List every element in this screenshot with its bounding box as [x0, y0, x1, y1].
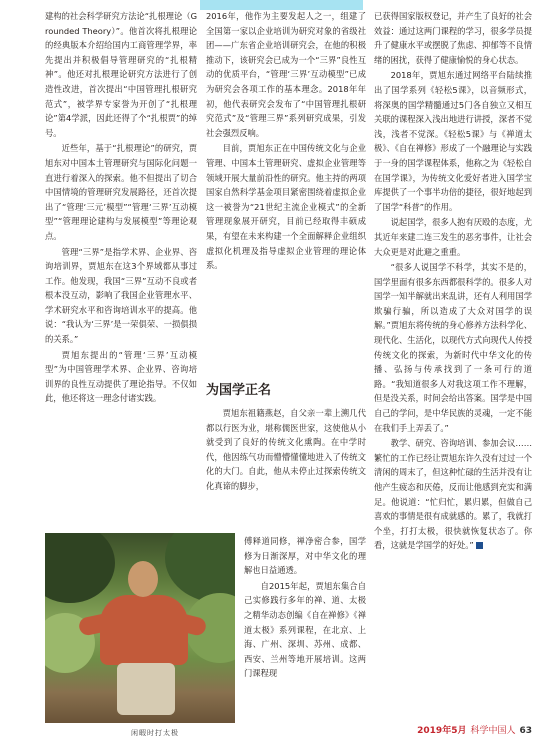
col3-paragraph-5-text: 教学、研究、咨询培训、参加会议……繁忙的工作已经让贾旭东许久没有过过一个清闲的周末了，但这种忙碌的生活并没有让他产生疲态和厌倦，反而让他感到充实和满足。他说道：“忙归忙，累归累，但做自己喜欢的事情是很有成就感的。累了，我就打个坐，打打太极，很快就恢复状态了。你看，这就是学国学的好处。” [374, 438, 532, 551]
column-1 [45, 9, 197, 527]
col1-paragraph-4: 贾旭东提出的“管理‘三界’互动模型”为中国管理学术界、企业界、咨询培训界的良性互动提供了理论指导。不仅如此，他还将这一理念付诸实践。 [45, 349, 197, 404]
section-heading-block [206, 378, 366, 538]
page-number: 63 [519, 726, 532, 736]
footer-issue-date: 2019年5月 [417, 726, 467, 736]
col3-paragraph-1: 已获得国家版权登记，并产生了良好的社会效益：通过这两门课程的学习，很多学员提升了健康水平或摆脱了焦虑、抑郁等不良情绪的困扰，获得了健康愉悦的身心状态。 [374, 11, 532, 65]
col1-paragraph-2: 近些年，基于“扎根理论”的研究，贾旭东对中国本土管理研究与国际化问题一直进行着深入的探索。他不但提出了切合中国情境的管理研究发展路径，还首次提出了“管理‘三元’模型”“管理‘三界’互动模型”“管理理论建构与发展模型”等理论观点。 [45, 143, 197, 241]
person-legs [117, 663, 175, 715]
col3-paragraph-4: “很多人说国学不科学，其实不是的，国学里面有很多东西都很科学的。很多人对国学一知半解就出来乱讲，还有人利用国学欺骗行骗，所以造成了大众对国学的误解。”贾旭东将传统的身心修养方法科学化、现代化、生活化，以现代方式向现代人传授传统文化的探索，为新时代中华文化的传播、弘扬与传承找到了一条可行的道路。“我知道很多人对我这项工作不理解，但是没关系，时间会给出答案。国学是中国自己的学问，是中华民族的灵魂，一定不能在我们手上弄丢了。” [374, 262, 532, 433]
end-mark-icon [476, 542, 483, 549]
col1-paragraph-1: 建构的社会科学研究方法论“扎根理论（Grounded Theory）”。他首次将扎根理论的经典版本介绍给国内工商管理学界，率先提出并积极倡导管理研究的“扎根精神”。他还对扎根理论研究方法进行了创造性改进，首次提出“中国管理扎根研究范式”，被学界专家誉为开创了“扎根理论”第4学派，因此还得了个“扎根贾”的绰号。 [45, 11, 197, 138]
col2-paragraph-1: 2016年，他作为主要发起人之一，组建了全国第一家以企业培训为研究对象的省级社团——广东省企业培训研究会，在他的积极推动下，该研究会已成为一个“三界”良性互动的优质平台，“管理‘三界’互动模型”已成为研究会各项工作的基本理念。2018年年初，他代表研究会发布了“中国管理扎根研究范式”及“管理三界”系列研究成果，引发社会强烈反响。 [206, 11, 366, 138]
col2-paragraph-3: 贾旭东祖籍燕赵，自父亲一辈上溯几代都以行医为业，堪称儒医世家，这使他从小就受到了良好的传统文化熏陶。在中学时代，他因练气功而懵懵懂懂地进入了传统文化的大门。自此，他从未停止过探索传统文化真谛的脚步， [206, 408, 366, 491]
col3-paragraph-2: 2018年，贾旭东通过网络平台陆续推出了国学系列《轻松5课》，以音频形式，将深奥的国学精髓通过5门各自独立又相互关联的课程深入浅出地进行讲授，深者不觉浅，浅者不觉深。《轻松5课》与《禅道太极》、《自在禅修》形成了一个融理论与实践于一身的国学课程体系，他称之为《轻松自在国学课》，为传统文化爱好者进入国学宝库提供了一个事半功倍的捷径，很好地起到了国学“科普”的作用。 [374, 70, 532, 212]
col2-paragraph-5: 自2015年起，贾旭东集合自己实修践行多年的禅、道、太极之精华动态创编《自在禅修》《禅道太极》系列课程，在北京、上海、广州、深圳、苏州、成都、西安、兰州等地开展培训。这两门课程现 [244, 580, 366, 679]
photo-caption: 闲暇时打太极 [131, 729, 179, 737]
col2-paragraph-2: 目前，贾旭东正在中国传统文化与企业管理、中国本土管理研究、虚拟企业管理等领域开展大量前沿性的研究。他主持的两项国家自然科学基金项目紧密围绕着虚拟企业这一被誉为“21世纪主流企业模式”的全新管理现象展开研究，目前已经取得丰硕成果，有望在未来构建一个全面解释企业组织虚拟化机理及指导虚拟企业管理的理论体系。 [206, 143, 366, 271]
foliage-shape [45, 533, 115, 603]
column-3 [374, 9, 532, 719]
col3-paragraph-3: 说起国学，很多人抱有厌殴的态度，尤其近年来建二连三发生的恶劣事件，让社会大众更是对此避之重重。 [374, 217, 532, 257]
person-head [128, 561, 158, 597]
col3-paragraph-5 [374, 436, 532, 553]
column-2-lower [244, 534, 366, 724]
col1-paragraph-3: 管理“三界”是指学术界、企业界、咨询培训界，贾旭东在这3个界域都从事过工作。他发现，我国“三界”互动不良或者根本没互动，影响了我国企业管理水平、学术研究水平和咨询培训水平的提高。他说：“我认为‘三界’是一荣俱荣、一损俱损的关系。” [45, 246, 197, 345]
person-figure [100, 595, 188, 665]
page-footer [417, 723, 532, 736]
footer-magazine-name: 科学中国人 [470, 726, 516, 736]
col2-paragraph-4: 傅释道同修，禅净密合参，国学修为日渐深厚，对中华文化的理解也日益通透。 [244, 536, 366, 576]
tai-chi-photo [45, 533, 235, 723]
section-heading: 为国学正名 [206, 383, 272, 398]
column-2 [206, 9, 366, 375]
